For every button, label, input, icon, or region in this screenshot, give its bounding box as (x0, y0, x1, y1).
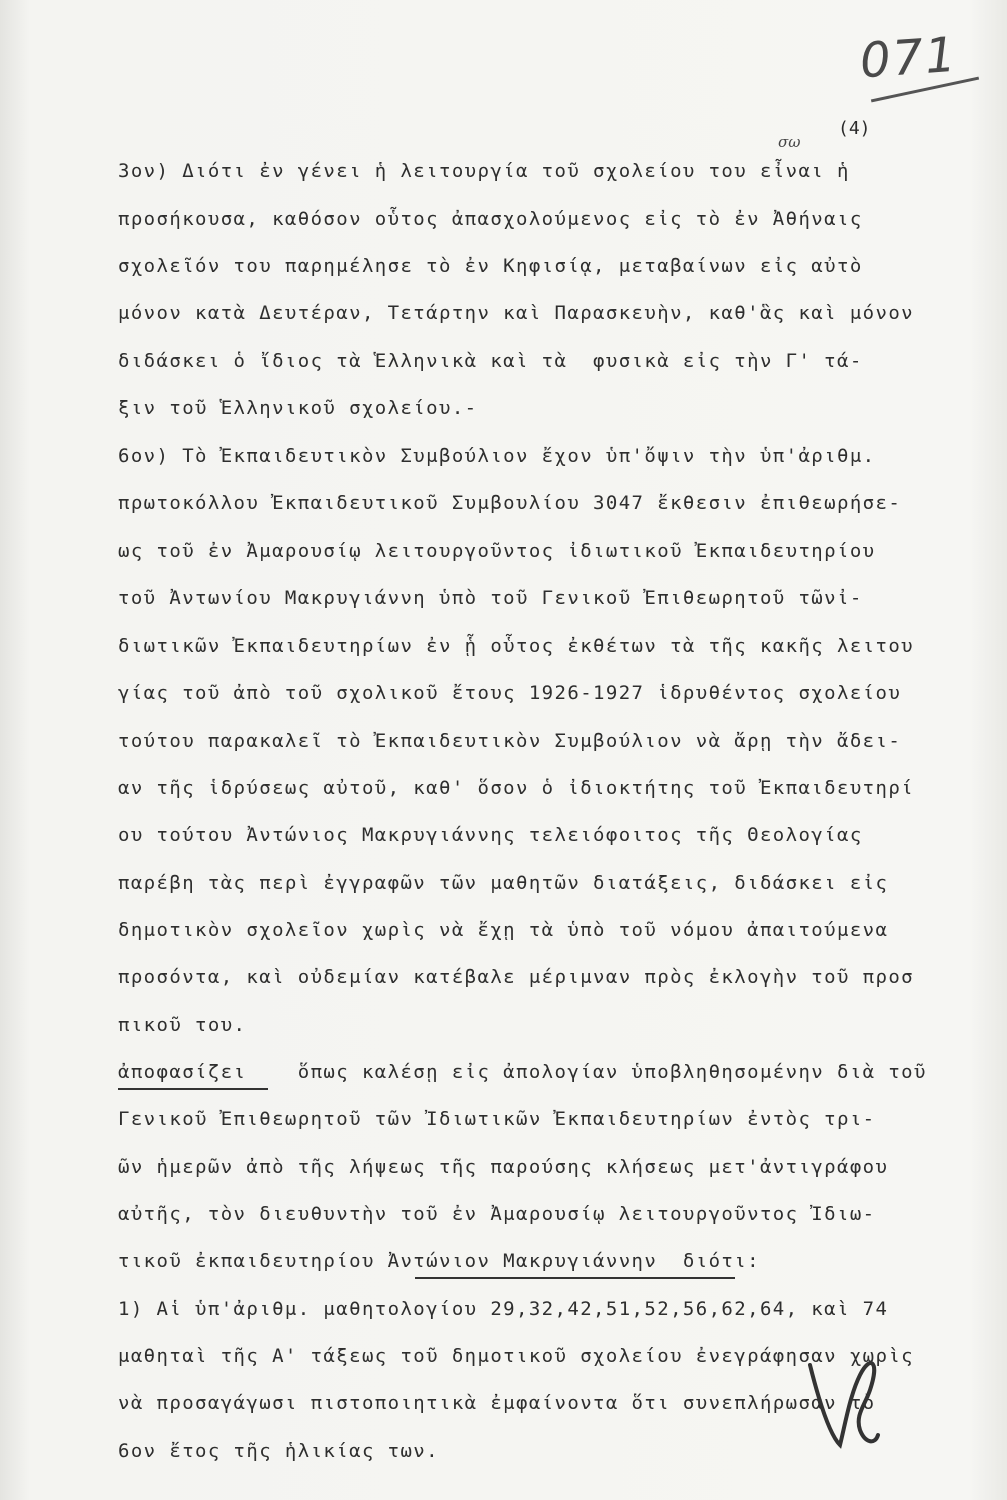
archive-stamp-number: 071 (858, 26, 960, 90)
text-line: ου τούτου Ἀντώνιος Μακρυγιάννης τελειόφοιτος τῆς Θεολογίας (118, 824, 863, 846)
text-line: αὐτῆς, τὸν διευθυντὴν τοῦ ἐν Ἀμαρουσίῳ λειτουργοῦντος Ἰδιω- (118, 1203, 876, 1225)
handwritten-initials-signature (800, 1345, 890, 1455)
text-line: πρωτοκόλλου Ἐκπαιδευτικοῦ Συμβουλίου 3047 ἔκθεσιν ἐπιθεωρήσε- (118, 492, 902, 514)
text-line: τούτου παρακαλεῖ τὸ Ἐκπαιδευτικὸν Συμβούλιον νὰ ἄρῃ τὴν ἄδει- (118, 730, 902, 752)
text-line: δημοτικὸν σχολεῖον χωρὶς νὰ ἔχῃ τὰ ὑπὸ τοῦ νόμου ἀπαιτούμενα (118, 919, 889, 941)
decision-line: ἀποφασίζει ὅπως καλέσῃ εἰς ἀπολογίαν ὑποβληθησομένην διὰ τοῦ (118, 1061, 927, 1083)
text-line: μαθηταὶ τῆς Α' τάξεως τοῦ δημοτικοῦ σχολείου ἐνεγράφησαν χωρὶς (118, 1345, 915, 1367)
text-line: ῶν ἡμερῶν ἀπὸ τῆς λήψεως τῆς παρούσης κλήσεως μετ'ἀντιγράφου (118, 1156, 889, 1178)
text-line: γίας τοῦ ἀπὸ τοῦ σχολικοῦ ἔτους 1926-1927 ἱδρυθέντος σχολείου (118, 682, 902, 704)
text-line: νὰ προσαγάγωσι πιστοποιητικὰ ἐμφαίνοντα ὅτι συνεπλήρωσαν τὸ (118, 1392, 876, 1414)
text-line: μόνον κατὰ Δευτέραν, Τετάρτην καὶ Παρασκευὴν, καθ'ἃς καὶ μόνον (118, 302, 915, 324)
text-line: Γενικοῦ Ἐπιθεωρητοῦ τῶν Ἰδιωτικῶν Ἐκπαιδευτηρίων ἐντὸς τρι- (118, 1108, 876, 1130)
text-line: διδάσκει ὁ ἴδιος τὰ Ἑλληνικὰ καὶ τὰ φυσικὰ εἰς τὴν Γ' τά- (118, 350, 863, 372)
decision-underline (118, 1088, 268, 1090)
text-line: αν τῆς ἱδρύσεως αὐτοῦ, καθ' ὅσον ὁ ἰδιοκτήτης τοῦ Ἐκπαιδευτηρί (118, 777, 915, 799)
text-line: προσόντα, καὶ οὐδεμίαν κατέβαλε μέριμναν πρὸς ἐκλογὴν τοῦ προσ (118, 966, 915, 988)
text-line: τικοῦ ἐκπαιδευτηρίου Ἀντώνιον Μακρυγιάννην διότι: (118, 1250, 760, 1272)
text-line: 3ον) Διότι ἐν γένει ἡ λειτουργία τοῦ σχολείου του εἶναι ἡ (118, 160, 850, 182)
text-line: παρέβη τὰς περὶ ἐγγραφῶν τῶν μαθητῶν διατάξεις, διδάσκει εἰς (118, 872, 889, 894)
text-line: τοῦ Ἀντωνίου Μακρυγιάννη ὑπὸ τοῦ Γενικοῦ Ἐπιθεωρητοῦ τῶνἰ- (118, 587, 863, 609)
text-line: 6ον ἔτος τῆς ἡλικίας των. (118, 1440, 439, 1462)
text-line: πικοῦ του. (118, 1014, 247, 1036)
handwritten-note: σω (778, 133, 801, 151)
page-number: (4) (838, 118, 871, 139)
text-line: σχολεῖόν του παρημέλησε τὸ ἐν Κηφισίᾳ, μεταβαίνων εἰς αὐτὸ (118, 255, 863, 277)
text-line: 1) Αἱ ὑπ'ἀριθμ. μαθητολογίου 29,32,42,51,52,56,62,64, καὶ 74 (118, 1298, 889, 1320)
text-line: διωτικῶν Ἐκπαιδευτηρίων ἐν ᾗ οὗτος ἐκθέτων τὰ τῆς κακῆς λειτου (118, 635, 915, 657)
text-line: ξιν τοῦ Ἑλληνικοῦ σχολείου.- (118, 397, 478, 419)
text-line: προσήκουσα, καθόσον οὗτος ἀπασχολούμενος εἰς τὸ ἐν Ἀθήναις (118, 208, 863, 230)
text-line: ως τοῦ ἐν Ἀμαρουσίῳ λειτουργοῦντος ἰδιωτικοῦ Ἐκπαιδευτηρίου (118, 540, 876, 562)
name-underline (415, 1277, 735, 1279)
text-line: 6ον) Τὸ Ἐκπαιδευτικὸν Συμβούλιον ἔχον ὑπ'ὄψιν τὴν ὑπ'ἀριθμ. (118, 445, 876, 467)
